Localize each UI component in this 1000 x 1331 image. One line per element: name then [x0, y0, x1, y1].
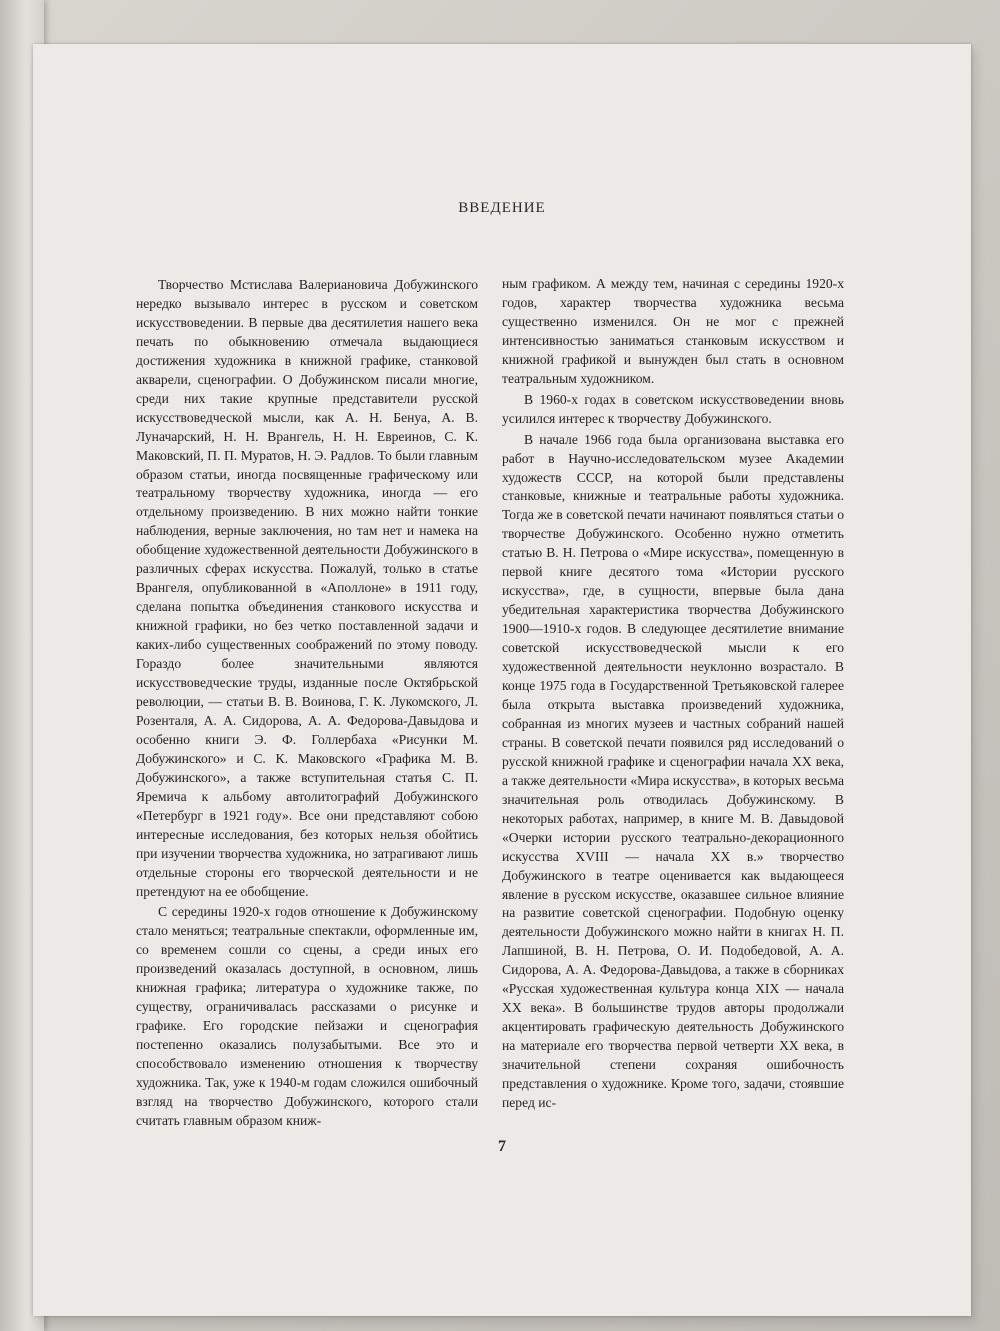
- paragraph: ным графиком. А между тем, начиная с середины 1920-х годов, характер творчества художника весьма существенно изменился. Он не мог с прежней интенсивностью заниматься станковым искусством и книжной графикой и вынужден был стать в основном театральным художником.: [502, 276, 844, 386]
- paragraph: Творчество Мстислава Валериановича Добужинского нередко вызывало интерес в русском и советском искусствоведении. В первые два десятилетия нашего века печать по обыкновению отмечала выдающиеся достижения художника в книжной графике, станковой акварели, сценографии. О Добужинском писали многие, среди них такие крупные представители русской искусствоведческой мысли, как А. Н. Бенуа, А. В. Луначарский, Н. Н. Врангель, Н. Н. Евреинов, С. К. Маковский, П. П. Муратов, Н. Э. Радлов. То были главным образом статьи, иногда посвященные графическому или театральному творчеству художника, иногда — его отдельному произведению. В них можно найти тонкие наблюдения, верные заключения, но там нет и намека на обобщение художественной деятельности Добужинского в различных сферах искусства. Пожалуй, только в статье Врангеля, опубликованной в «Аполлоне» в 1911 году, сделана попытка объединения станкового искусства и книжной графики, но без четко поставленной задачи и каких-либо существенных соображений по этому поводу. Гораздо более значительными являются искусствоведческие труды, изданные после Октябрьской революции, — статьи В. В. Воинова, Г. К. Лукомского, Л. Розенталя, А. А. Сидорова, А. А. Федорова-Давыдова и особенно книги Э. Ф. Голлербаха «Рисунки М. Добужинского» и С. К. Маковского «Графика М. В. Добужинского», а также вступительная статья С. П. Яремича к альбому автолитографий Добужинского «Петербург в 1921 году». Все они представляют собою интересные исследования, без которых нельзя обойтись при изучении творчества художника, но затрагивают лишь отдельные стороны его творческой деятельности и не претендуют на ее обобщение.: [136, 277, 478, 899]
- paragraph: С середины 1920-х годов отношение к Добужинскому стало меняться; театральные спектакли, оформленные им, со временем сошли со сцены, а среди иных его произведений оказалась доступной, в основном, лишь книжная графика; литература о художнике также, по существу, ограничивалась рассказами о рисунке и графике. Его городские пейзажи и сценография постепенно оказались полузабытыми. Все это и способствовало изменению отношения к творчеству художника. Так, уже к 1940-м годам сложился ошибочный взгляд на творчество Добужинского, которого стали считать главным образом книж-: [136, 904, 478, 1128]
- page-heading: ВВЕДЕНИЕ: [458, 200, 546, 216]
- right-text-column: [502, 275, 844, 1113]
- paragraph: В 1960-х годах в советском искусствоведении вновь усилился интерес к творчеству Добужинского.: [502, 391, 844, 426]
- book-page: [33, 44, 971, 1316]
- left-text-column: [136, 276, 478, 1131]
- paragraph: В начале 1966 года была организована выставка его работ в Научно-исследовательском музее Академии художеств СССР, на которой были представлены станковые, книжные и театральные работы художника. Тогда же в советской печати начинают появляться статьи о творчестве Добужинского. Особенно нужно отметить статью В. Н. Петрова о «Мире искусства», помещенную в первой книге десятого тома «Истории русского искусства», где, в сущности, впервые была дана убедительная характеристика творчества Добужинского 1900—1910-х годов. В следующее десятилетие внимание советской искусствоведческой мысли к его художественной деятельности неуклонно возрастало. В конце 1975 года в Государственной Третьяковской галерее была открыта выставка произведений художника, собранная из многих музеев и частных собраний нашей страны. В советской печати появился ряд исследований о русской книжной графике и сценографии начала XX века, а также деятельности «Мира искусства», в которых весьма значительная роль отводилась Добужинскому. В некоторых работах, например, в книге М. В. Давыдовой «Очерки истории русского театрально-декорационного искусства XVIII — начала XX в.» творчество Добужинского в театре оценивается как выдающееся явление в русском искусстве, оказавшее сильное влияние на развитие советской сценографии. Подобную оценку деятельности Добужинского можно найти в книгах Н. П. Лапшиной, В. Н. Петрова, О. И. Подобедовой, А. А. Сидорова, А. А. Федорова-Давыдова, а также в сборниках «Русская художественная культура конца XIX — начала XX века». В большинстве трудов авторы продолжали акцентировать графическую деятельность Добужинского на материале его творчества первой четверти XX века, в значительной степени сохраняя ошибочность представления о художнике. Кроме того, задачи, стоявшие перед ис-: [502, 431, 844, 1110]
- page-number: 7: [498, 1138, 506, 1155]
